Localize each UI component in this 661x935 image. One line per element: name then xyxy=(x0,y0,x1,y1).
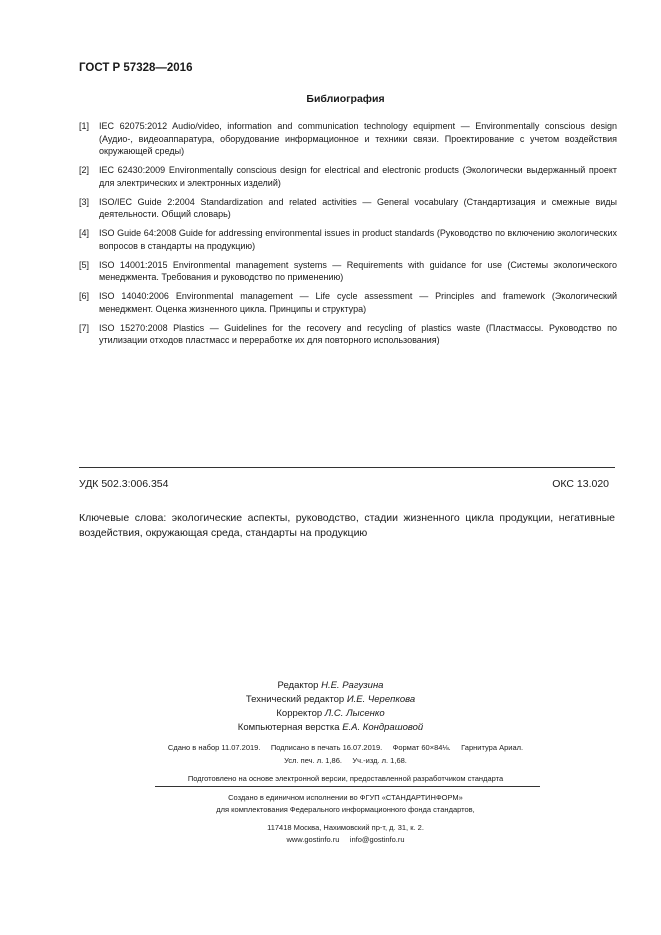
reference-number: [1] xyxy=(79,121,90,131)
reference-item xyxy=(79,227,617,252)
standard-code: ГОСТ Р 57328—2016 xyxy=(79,62,193,74)
udk-code: УДК 502.3:006.354 xyxy=(79,478,169,490)
bibliography-title: Библиография xyxy=(306,93,385,105)
reference-item xyxy=(79,290,617,315)
staff-role: Компьютерная верстка xyxy=(237,722,340,733)
publisher-line: Создано в единичном исполнении во ФГУП «СТАНДАРТИНФОРМ» xyxy=(228,793,463,802)
publisher-contacts: www.gostinfo.ru info@gostinfo.ru xyxy=(286,835,405,844)
reference-item xyxy=(79,196,617,221)
reference-text: IEC 62075:2012 Audio/video, information and communication technology equipment — Environmentally conscious design (Аудио-, видеоаппаратура, оборудование информационное и техники связи. Проектирование с учетом воздействия окружающей среды) xyxy=(99,121,617,156)
reference-number: [5] xyxy=(79,259,90,270)
imprint-source-note: Подготовлено на основе электронной версии, предоставленной разработчиком стандарта xyxy=(187,774,504,783)
imprint-dates: Сдано в набор 11.07.2019. Подписано в печать 16.07.2019. Формат 60×84⅛. Гарнитура Ариал. xyxy=(167,743,524,752)
reference-text: ISO/IEC Guide 2:2004 Standardization and related activities — General vocabulary (Стандартизация и смежные виды деятельности. Общий словарь) xyxy=(99,196,617,219)
reference-text: ISO 14040:2006 Environmental management — Life cycle assessment — Principles and framework (Экологический менеджмент. Оценка жизненного цикла. Принципы и структура) xyxy=(99,291,617,314)
reference-item xyxy=(79,120,617,158)
oks-code: ОКС 13.020 xyxy=(552,478,609,490)
print-imprint xyxy=(0,742,661,786)
reference-text: ISO Guide 64:2008 Guide for addressing environmental issues in product standards (Руководство по включению экологических вопросов в стандарты на продукцию) xyxy=(99,228,617,251)
reference-item xyxy=(79,259,617,284)
staff-name: И.Е. Черепкова xyxy=(346,694,416,705)
reference-text: IEC 62430:2009 Environmentally conscious design for electrical and electronic products (Экологически выдержанный проект для электрических и электронных изделий) xyxy=(99,165,617,188)
publisher-info xyxy=(0,792,661,846)
staff-name: Л.С. Лысенко xyxy=(324,708,385,719)
reference-number: [3] xyxy=(79,196,90,207)
divider-line xyxy=(79,467,615,468)
staff-role: Технический редактор xyxy=(245,694,345,705)
reference-number: [2] xyxy=(79,165,90,175)
reference-number: [6] xyxy=(79,291,90,301)
publisher-address: 117418 Москва, Нахимовский пр-т, д. 31, к. 2. xyxy=(267,823,424,832)
staff-row-proofreader xyxy=(0,707,661,721)
reference-text: ISO 14001:2015 Environmental management systems — Requirements with guidance for use (Системы экологического менеджмента. Требования и руководство по применению) xyxy=(99,259,617,282)
divider-line xyxy=(155,786,540,787)
keywords: Ключевые слова: экологические аспекты, руководство, стадии жизненного цикла продукции, негативные воздействия, окружающая среда, стандарты на продукцию xyxy=(79,512,615,539)
staff-role: Редактор xyxy=(277,680,319,691)
staff-role: Корректор xyxy=(276,708,323,719)
staff-row-layout xyxy=(0,721,661,735)
reference-item xyxy=(79,164,617,189)
staff-name: Е.А. Кондрашовой xyxy=(342,722,424,733)
editorial-staff xyxy=(0,679,661,735)
imprint-sheets: Усл. печ. л. 1,86. Уч.-изд. л. 1,68. xyxy=(284,755,407,765)
staff-row-editor xyxy=(0,679,661,693)
reference-number: [4] xyxy=(79,228,90,238)
staff-name: Н.Е. Рагузина xyxy=(321,680,384,691)
publisher-line: для комплектования Федерального информационного фонда стандартов, xyxy=(216,805,475,814)
reference-list xyxy=(79,120,617,353)
reference-item xyxy=(79,322,617,347)
staff-row-tech-editor xyxy=(0,693,661,707)
reference-text: ISO 15270:2008 Plastics — Guidelines for the recovery and recycling of plastics waste (Пластмассы. Руководство по утилизации отходов пластмасс и переработке их для повторного использования) xyxy=(99,322,617,345)
reference-number: [7] xyxy=(79,322,90,333)
